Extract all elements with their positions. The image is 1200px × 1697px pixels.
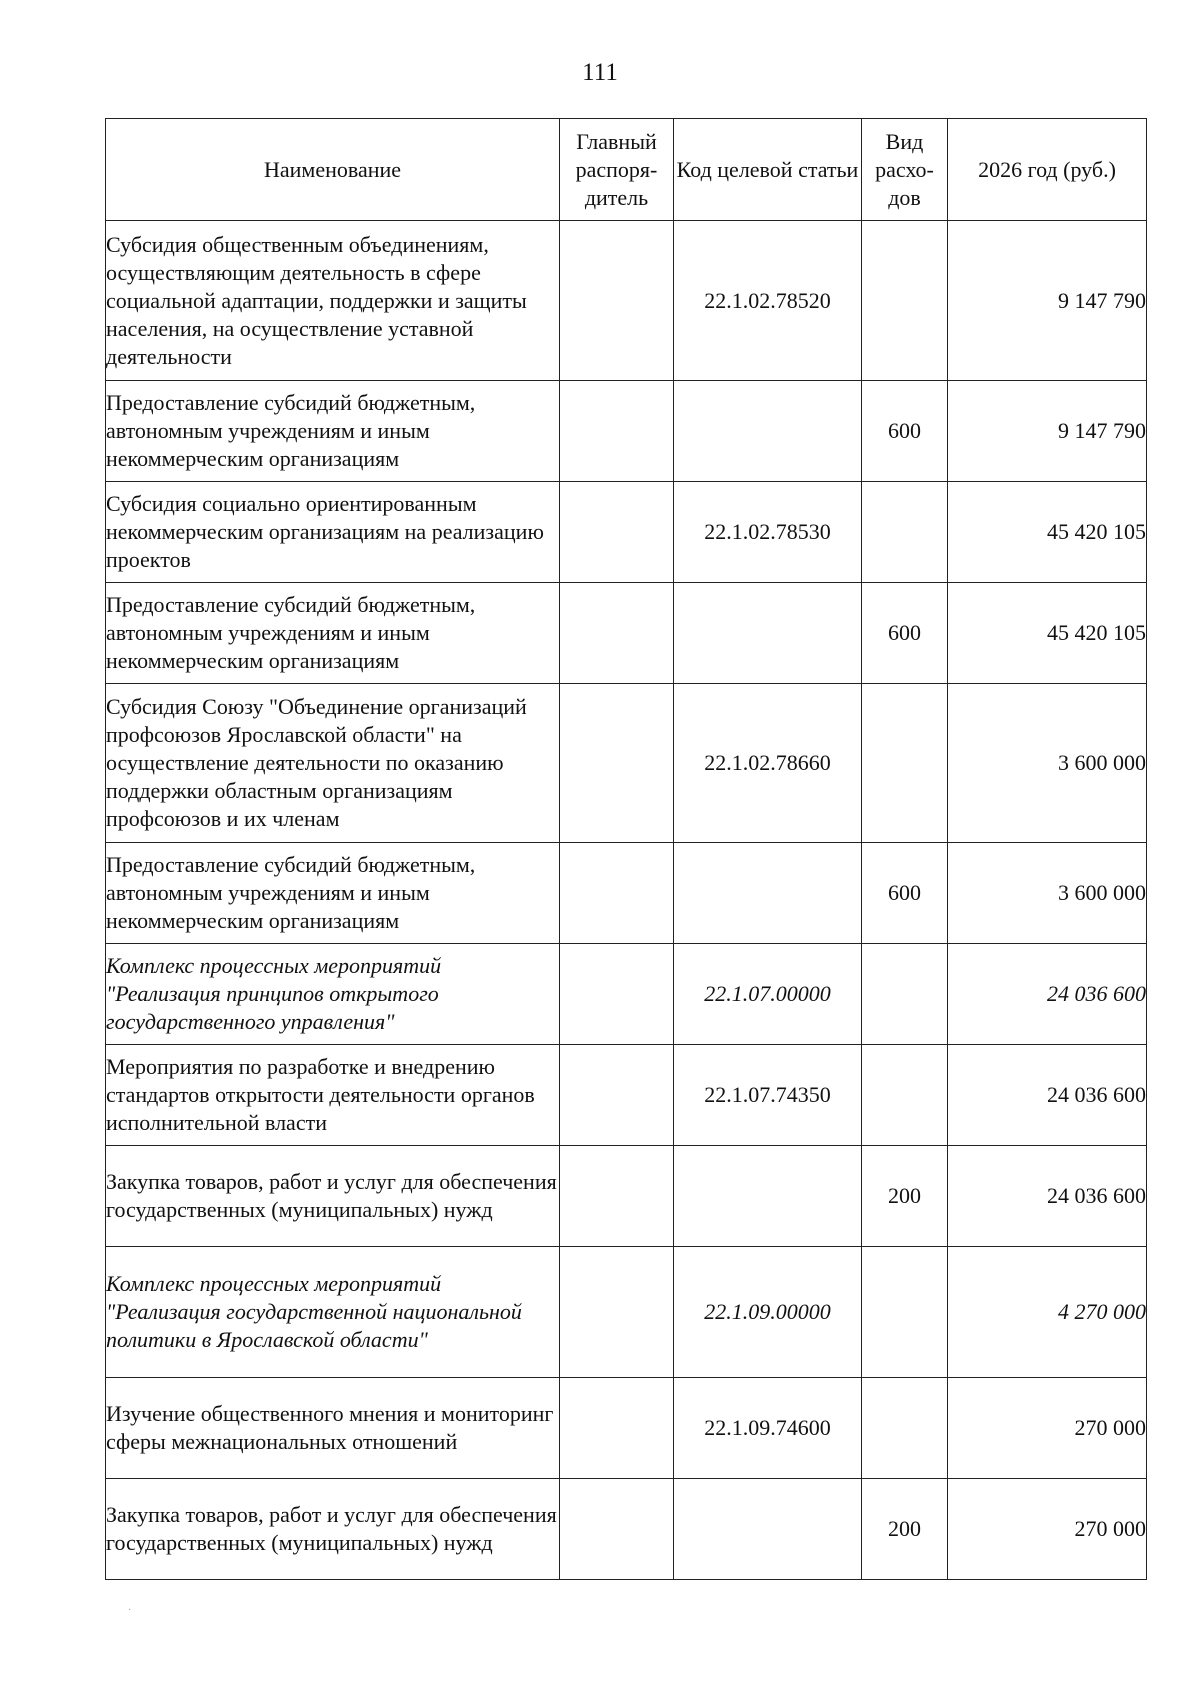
cell-expense-type [862, 1045, 948, 1146]
cell-expense-type: 200 [862, 1479, 948, 1580]
header-chief-administrator: Главный распоря-дитель [560, 119, 674, 221]
cell-chief-administrator [560, 1378, 674, 1479]
cell-expense-type [862, 1247, 948, 1378]
cell-target-code [674, 1479, 862, 1580]
table-row [106, 221, 1147, 381]
cell-name: Закупка товаров, работ и услуг для обеспечения государственных (муниципальных) нужд [106, 1479, 560, 1580]
table-row [106, 1146, 1147, 1247]
cell-amount: 9 147 790 [948, 381, 1147, 482]
cell-target-code: 22.1.02.78530 [674, 482, 862, 583]
cell-expense-type [862, 482, 948, 583]
cell-amount: 24 036 600 [948, 944, 1147, 1045]
cell-name: Субсидия социально ориентированным некоммерческим организациям на реализацию проектов [106, 482, 560, 583]
table-header-row [106, 119, 1147, 221]
cell-expense-type [862, 684, 948, 843]
cell-chief-administrator [560, 1146, 674, 1247]
table-row [106, 843, 1147, 944]
cell-name: Субсидия общественным объединениям, осуществляющим деятельность в сфере социальной адаптации, поддержки и защиты населения, на осуществление уставной деятельности [106, 221, 560, 381]
cell-chief-administrator [560, 684, 674, 843]
cell-expense-type: 200 [862, 1146, 948, 1247]
cell-target-code [674, 1146, 862, 1247]
cell-expense-type: 600 [862, 843, 948, 944]
table-row [106, 1045, 1147, 1146]
cell-amount: 45 420 105 [948, 583, 1147, 684]
cell-target-code: 22.1.02.78520 [674, 221, 862, 381]
page-number: 111 [582, 59, 618, 86]
cell-chief-administrator [560, 221, 674, 381]
cell-target-code: 22.1.02.78660 [674, 684, 862, 843]
cell-expense-type [862, 944, 948, 1045]
cell-name: Предоставление субсидий бюджетным, автономным учреждениям и иным некоммерческим организациям [106, 381, 560, 482]
table-row [106, 1479, 1147, 1580]
table-row [106, 944, 1147, 1045]
cell-name: Предоставление субсидий бюджетным, автономным учреждениям и иным некоммерческим организациям [106, 583, 560, 684]
cell-name: Мероприятия по разработке и внедрению стандартов открытости деятельности органов исполнительной власти [106, 1045, 560, 1146]
cell-chief-administrator [560, 944, 674, 1045]
cell-amount: 24 036 600 [948, 1146, 1147, 1247]
cell-chief-administrator [560, 1045, 674, 1146]
cell-name: Комплекс процессных мероприятий "Реализация принципов открытого государственного управления" [106, 944, 560, 1045]
cell-target-code [674, 843, 862, 944]
table-row [106, 583, 1147, 684]
scan-speck: · [128, 1605, 132, 1616]
cell-amount: 4 270 000 [948, 1247, 1147, 1378]
table-row [106, 1247, 1147, 1378]
cell-expense-type: 600 [862, 381, 948, 482]
cell-amount: 3 600 000 [948, 684, 1147, 843]
header-name: Наименование [106, 119, 560, 221]
cell-target-code [674, 583, 862, 684]
cell-amount: 24 036 600 [948, 1045, 1147, 1146]
cell-amount: 3 600 000 [948, 843, 1147, 944]
header-target-code: Код целевой статьи [674, 119, 862, 221]
table-row [106, 381, 1147, 482]
cell-target-code: 22.1.07.00000 [674, 944, 862, 1045]
cell-name: Закупка товаров, работ и услуг для обеспечения государственных (муниципальных) нужд [106, 1146, 560, 1247]
cell-target-code: 22.1.07.74350 [674, 1045, 862, 1146]
cell-amount: 45 420 105 [948, 482, 1147, 583]
cell-chief-administrator [560, 381, 674, 482]
cell-target-code [674, 381, 862, 482]
header-year-amount: 2026 год (руб.) [948, 119, 1147, 221]
header-expense-type: Вид расхо-дов [862, 119, 948, 221]
cell-name: Комплекс процессных мероприятий "Реализация государственной национальной политики в Ярославской области" [106, 1247, 560, 1378]
cell-chief-administrator [560, 1479, 674, 1580]
cell-chief-administrator [560, 583, 674, 684]
cell-amount: 9 147 790 [948, 221, 1147, 381]
cell-name: Субсидия Союзу "Объединение организаций профсоюзов Ярославской области" на осуществление деятельности по оказанию поддержки областным организациям профсоюзов и их членам [106, 684, 560, 843]
cell-chief-administrator [560, 482, 674, 583]
cell-expense-type [862, 221, 948, 381]
cell-target-code: 22.1.09.00000 [674, 1247, 862, 1378]
table-row [106, 482, 1147, 583]
cell-expense-type: 600 [862, 583, 948, 684]
cell-chief-administrator [560, 1247, 674, 1378]
cell-target-code: 22.1.09.74600 [674, 1378, 862, 1479]
budget-table [105, 118, 1147, 1580]
cell-chief-administrator [560, 843, 674, 944]
cell-amount: 270 000 [948, 1479, 1147, 1580]
table-body [106, 221, 1147, 1580]
cell-expense-type [862, 1378, 948, 1479]
table-row [106, 684, 1147, 843]
cell-amount: 270 000 [948, 1378, 1147, 1479]
cell-name: Предоставление субсидий бюджетным, автономным учреждениям и иным некоммерческим организациям [106, 843, 560, 944]
table-row [106, 1378, 1147, 1479]
cell-name: Изучение общественного мнения и мониторинг сферы межнациональных отношений [106, 1378, 560, 1479]
